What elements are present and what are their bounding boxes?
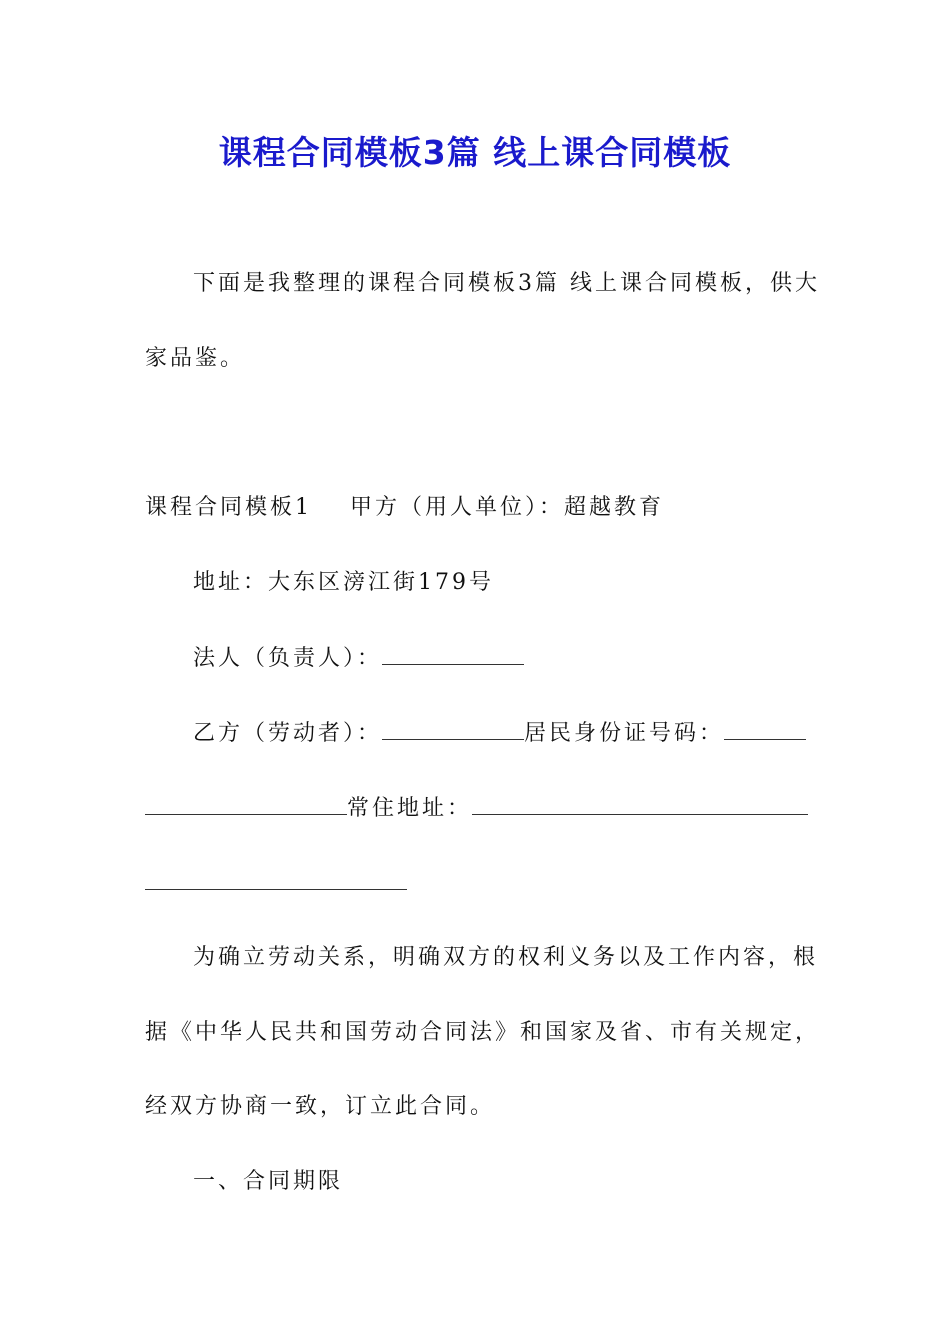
body-line-2: 据《中华人民共和国劳动合同法》和国家及省、市有关规定， (145, 1020, 821, 1045)
party-b-label: 乙方（劳动者）： (193, 721, 383, 746)
party-b-row (193, 718, 806, 750)
id-number-blank-end (145, 794, 347, 815)
residence-blank-end (145, 869, 407, 890)
id-number-label: 居民身份证号码： (524, 721, 725, 746)
intro-line-1: 下面是我整理的课程合同模板3篇 线上课合同模板，供大 (193, 271, 820, 296)
body-line-1: 为确立劳动关系，明确双方的权利义务以及工作内容，根 (193, 945, 819, 970)
party-a: 甲方（用人单位）：超越教育 (350, 495, 665, 520)
legal-rep-label: 法人（负责人）： (193, 646, 383, 671)
template-heading-row (145, 492, 664, 524)
template-heading: 课程合同模板1 (145, 495, 312, 520)
body-line-3: 经双方协商一致，订立此合同。 (145, 1094, 496, 1119)
intro-line-2: 家品鉴。 (145, 346, 246, 371)
residence-blank-row (145, 868, 407, 900)
party-b-blank (382, 719, 524, 740)
document-title: 课程合同模板3篇 线上课合同模板 (218, 133, 732, 172)
residence-blank-start (472, 794, 808, 815)
residence-row (145, 793, 808, 825)
legal-rep-blank (382, 644, 524, 665)
section-heading-1: 一、合同期限 (193, 1169, 344, 1194)
legal-rep-row (193, 643, 524, 675)
address-line: 地址：大东区滂江街179号 (193, 570, 494, 595)
residence-label: 常住地址： (347, 796, 473, 821)
id-number-blank-start (724, 719, 806, 740)
